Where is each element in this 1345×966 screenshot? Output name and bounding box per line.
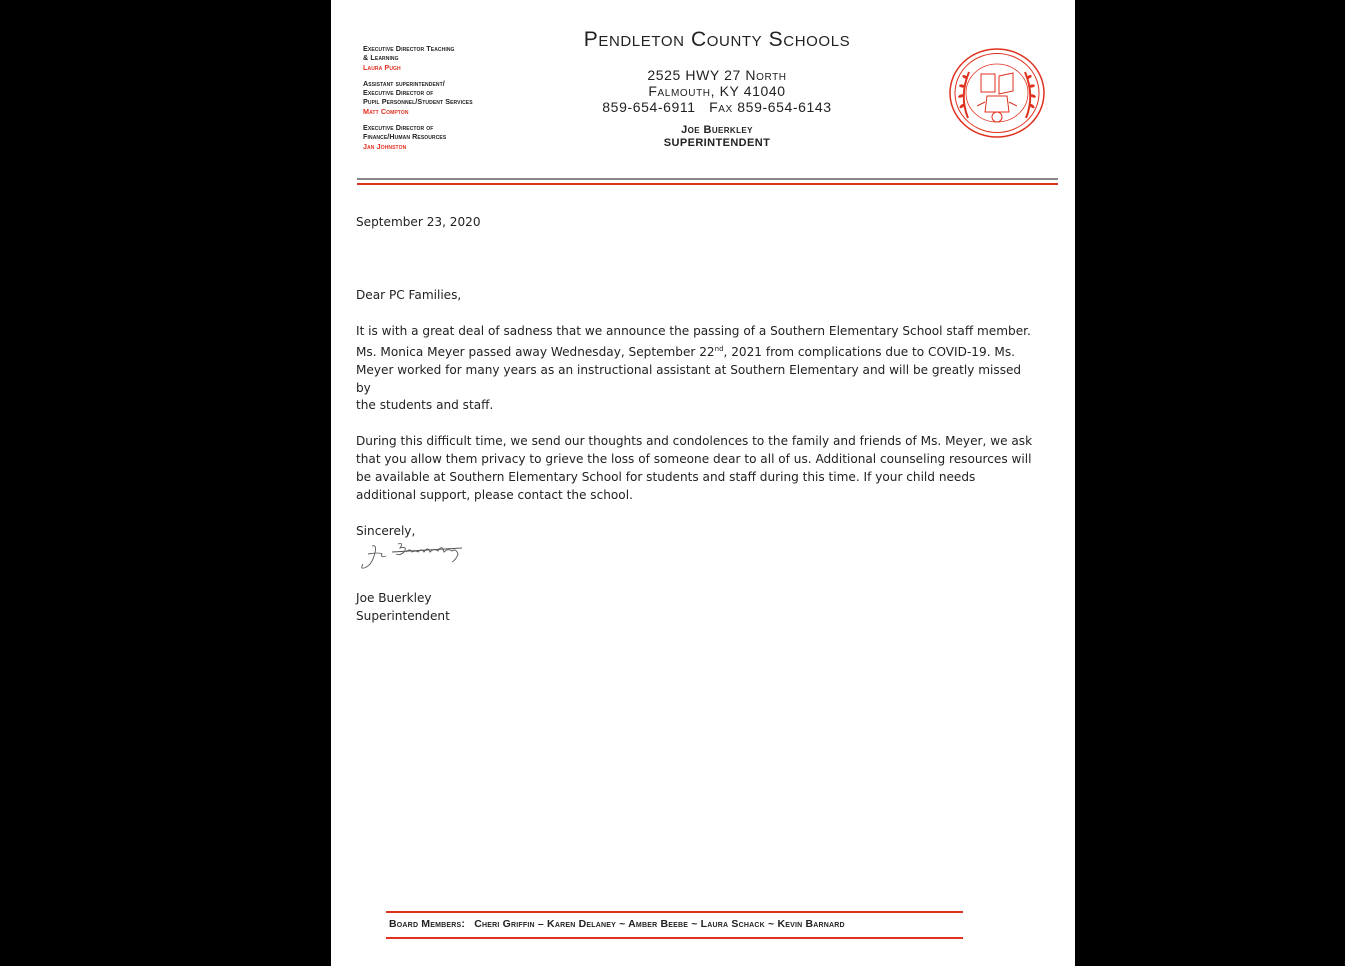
paragraph-2 — [356, 433, 1036, 505]
staff-title: Executive Director of — [363, 123, 434, 133]
letter-page — [331, 0, 1075, 966]
paragraph-line: It is with a great deal of sadness that we announce the passing of a Southern Elementary School staff member. — [356, 323, 1031, 338]
staff-title: Pupil Personnel/Student Services — [363, 97, 473, 107]
address-block — [521, 67, 913, 115]
staff-block — [363, 123, 543, 151]
staff-block — [363, 44, 543, 72]
header-rule-gray — [357, 178, 1058, 180]
staff-name: Matt Compton — [363, 106, 409, 116]
letterhead-header — [521, 28, 913, 150]
paragraph-line: be available at Southern Elementary School for students and staff during this time. If your child needs — [356, 470, 976, 485]
signer-name: Joe Buerkley — [356, 591, 432, 605]
staff-block — [363, 79, 543, 116]
staff-title: Finance/Human Resources — [363, 132, 447, 142]
salutation: Dear PC Families, — [356, 287, 462, 302]
paragraph-line: the students and staff. — [356, 398, 494, 413]
superintendent-block — [521, 124, 913, 150]
header-rule-red — [357, 183, 1058, 185]
superintendent-name: Joe Buerkley — [681, 124, 753, 136]
paragraph-line: additional support, please contact the school. — [356, 488, 633, 503]
org-name: Pendleton County Schools — [583, 28, 851, 51]
letter-date: September 23, 2020 — [356, 215, 481, 229]
signature-icon — [358, 538, 478, 578]
signer-title: Superintendent — [356, 608, 450, 623]
staff-title: & Learning — [363, 53, 399, 63]
staff-name: Laura Pugh — [363, 62, 401, 72]
footer-rule-top — [386, 911, 963, 913]
board-members-footer — [389, 918, 989, 930]
board-members-list: Cheri Griffin – Karen Delaney ~ Amber Beebe ~ Laura Schack ~ Kevin Barnard — [474, 918, 845, 930]
footer-rule-bottom — [386, 937, 963, 939]
signer-block — [356, 590, 450, 626]
paragraph-line: Ms. Monica Meyer passed away Wednesday, September 22nd, 2021 from complications due to COVID-19. Ms. — [356, 344, 1015, 359]
board-members-label: Board Members: — [389, 918, 466, 930]
staff-directory — [363, 44, 543, 158]
paragraph-line: During this difficult time, we send our thoughts and condolences to the family and friends of Ms. Meyer, we ask — [356, 434, 1033, 449]
paragraph-line: that you allow them privacy to grieve the loss of someone dear to all of us. Additional counseling resources will — [356, 452, 1032, 467]
staff-title: Assistant superintendent/ — [363, 78, 445, 88]
staff-name: Jan Johnston — [363, 141, 407, 151]
paragraph-line: Meyer worked for many years as an instructional assistant at Southern Elementary and will be greatly missed by — [356, 362, 1022, 395]
phone-fax: 859-654-6911 Fax 859-654-6143 — [602, 99, 832, 115]
address-line: Falmouth, KY 41040 — [648, 83, 786, 99]
school-seal-icon — [947, 46, 1047, 140]
closing: Sincerely, — [356, 524, 416, 538]
address-line: 2525 HWY 27 North — [647, 67, 787, 83]
ordinal-suffix: nd — [714, 344, 724, 353]
letter-body — [356, 214, 1036, 623]
staff-title: Executive Director Teaching — [363, 44, 455, 53]
staff-title: Executive Director of — [363, 88, 434, 98]
superintendent-title: SUPERINTENDENT — [663, 137, 771, 149]
paragraph-1 — [356, 323, 1036, 416]
